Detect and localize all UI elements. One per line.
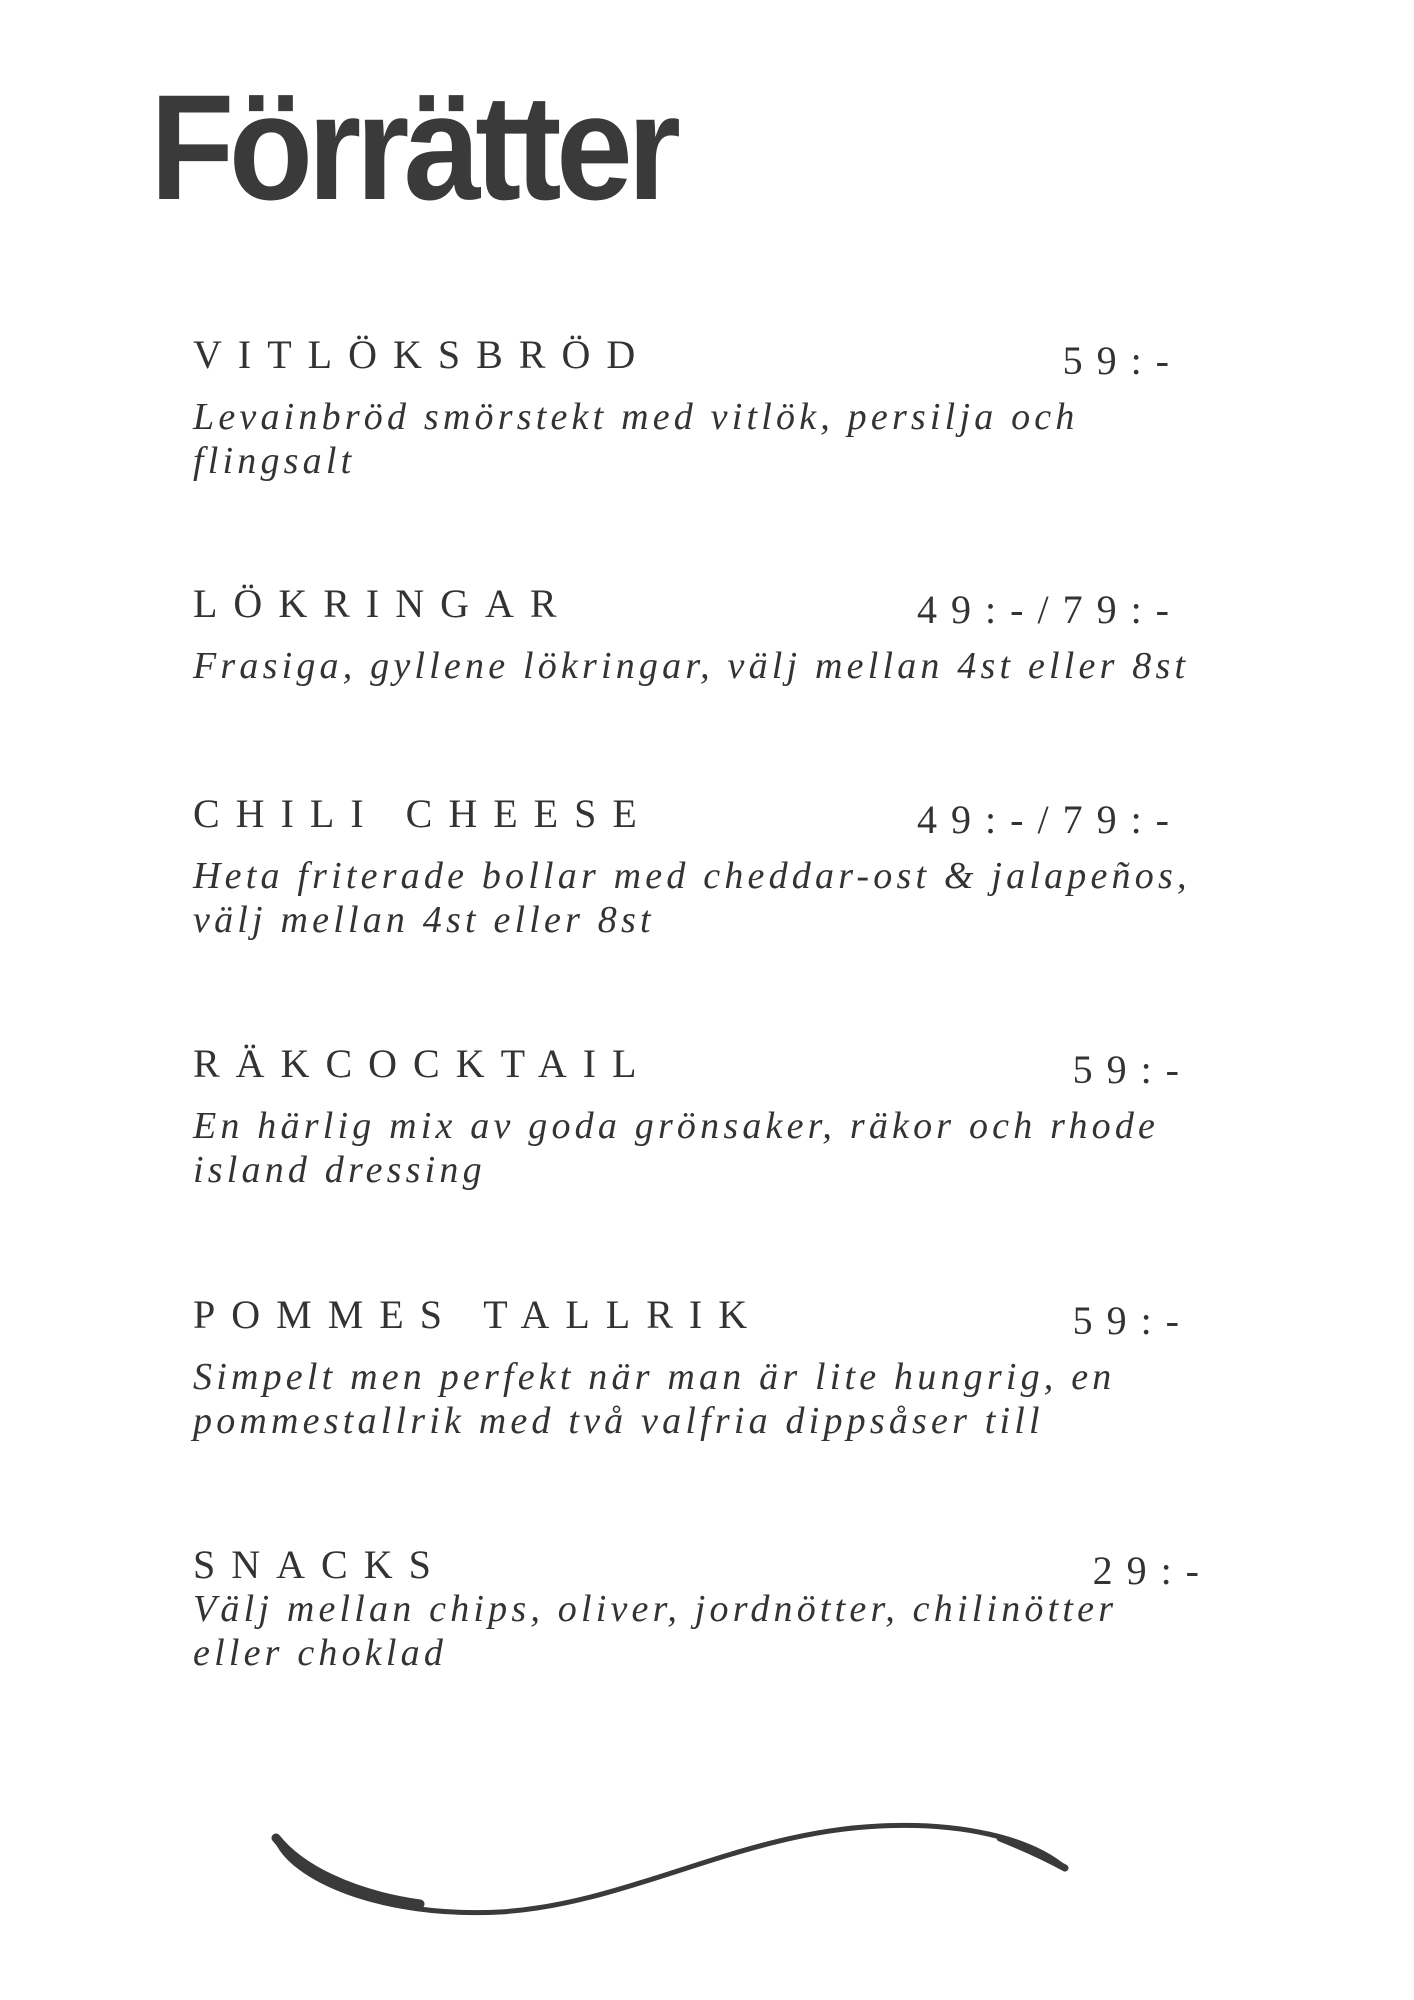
menu-item-name: SNACKS xyxy=(193,1542,447,1587)
menu-item-vitloksbrod xyxy=(193,327,1213,483)
menu-item-name: POMMES TALLRIK xyxy=(193,1292,764,1337)
menu-item-snacks xyxy=(193,1537,1213,1675)
menu-item-lokringar xyxy=(193,576,1213,688)
menu-item-description: Frasiga, gyllene lökringar, välj mellan 4st eller 8st xyxy=(193,645,1190,687)
menu-item-price: 49:-/79:- xyxy=(917,797,1183,842)
menu-item-name: LÖKRINGAR xyxy=(193,581,573,626)
menu-item-description: Välj mellan chips, oliver, jordnötter, chilinötter eller choklad xyxy=(193,1588,1118,1674)
menu-item-price: 49:-/79:- xyxy=(917,587,1183,632)
menu-item-pommes-tallrik xyxy=(193,1287,1213,1443)
menu-item-name: CHILI CHEESE xyxy=(193,791,653,836)
menu-item-description: Heta friterade bollar med cheddar-ost & jalapeños, välj mellan 4st eller 8st xyxy=(193,855,1191,941)
menu-item-rakcocktail xyxy=(193,1036,1213,1192)
menu-item-price: 59:- xyxy=(1062,338,1183,383)
swash-divider-icon xyxy=(270,1808,1070,1928)
menu-item-name: RÄKCOCKTAIL xyxy=(193,1041,653,1086)
menu-item-description: Simpelt men perfekt när man är lite hungrig, en pommestallrik med två valfria dippsåser till xyxy=(193,1356,1116,1442)
menu-item-chili-cheese xyxy=(193,786,1213,942)
menu-item-name: VITLÖKSBRÖD xyxy=(193,332,652,377)
menu-item-price: 59:- xyxy=(1072,1298,1193,1343)
menu-item-price: 59:- xyxy=(1072,1047,1193,1092)
menu-item-description: Levainbröd smörstekt med vitlök, persilja och flingsalt xyxy=(193,396,1079,482)
menu-item-price: 29:- xyxy=(1092,1548,1213,1593)
page-title: Förrätter xyxy=(150,63,676,231)
menu-item-description: En härlig mix av goda grönsaker, räkor och rhode island dressing xyxy=(193,1105,1160,1191)
